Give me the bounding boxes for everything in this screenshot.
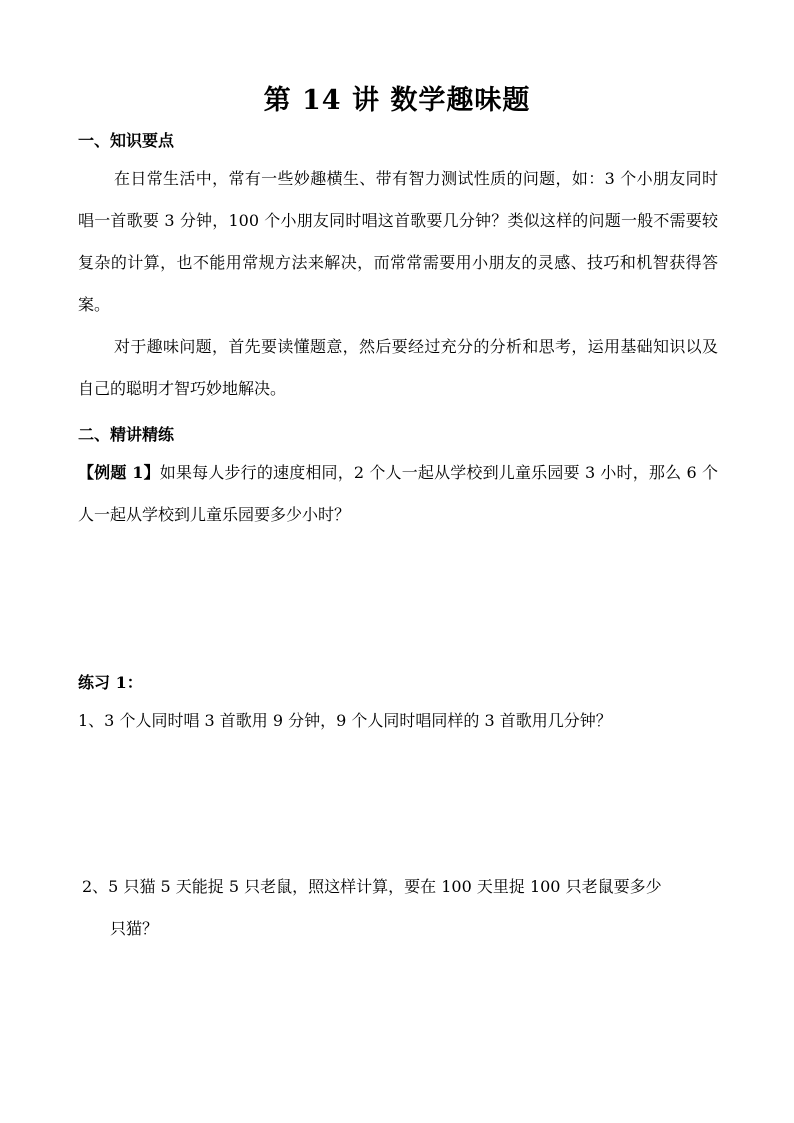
page-title: 第 14 讲 数学趣味题	[263, 85, 531, 116]
example-1-label: 【例题 1】	[78, 463, 160, 482]
practice-question-2-line-2: 只猫？	[110, 919, 159, 938]
section-heading-knowledge: 一、知识要点	[78, 131, 175, 150]
section-heading-practice: 二、精讲精练	[78, 425, 175, 444]
knowledge-paragraph-2: 对于趣味问题，首先要读懂题意，然后要经过充分的分析和思考，运用基础知识以及自己的聪明才智巧妙地解决。	[78, 337, 718, 398]
example-1-text: 如果每人步行的速度相同，2 个人一起从学校到儿童乐园要 3 小时，那么 6 个人一起从学校到儿童乐园要多少小时？	[78, 463, 718, 524]
practice-1-heading: 练习 1：	[78, 673, 143, 692]
practice-question-1: 1、3 个人同时唱 3 首歌用 9 分钟，9 个人同时唱同样的 3 首歌用几分钟？	[78, 711, 612, 730]
example-1	[78, 452, 718, 536]
practice-question-2	[82, 866, 722, 950]
practice-question-2-line-1: 2、5 只猫 5 天能捉 5 只老鼠，照这样计算，要在 100 天里捉 100 只老鼠要多少	[82, 877, 662, 896]
knowledge-paragraph-1: 在日常生活中，常有一些妙趣横生、带有智力测试性质的问题，如：3 个小朋友同时唱一首歌要 3 分钟，100 个小朋友同时唱这首歌要几分钟？类似这样的问题一般不需要较复杂的计算，也不能用常规方法来解决，而常常需要用小朋友的灵感、技巧和机智获得答案。	[78, 169, 718, 314]
